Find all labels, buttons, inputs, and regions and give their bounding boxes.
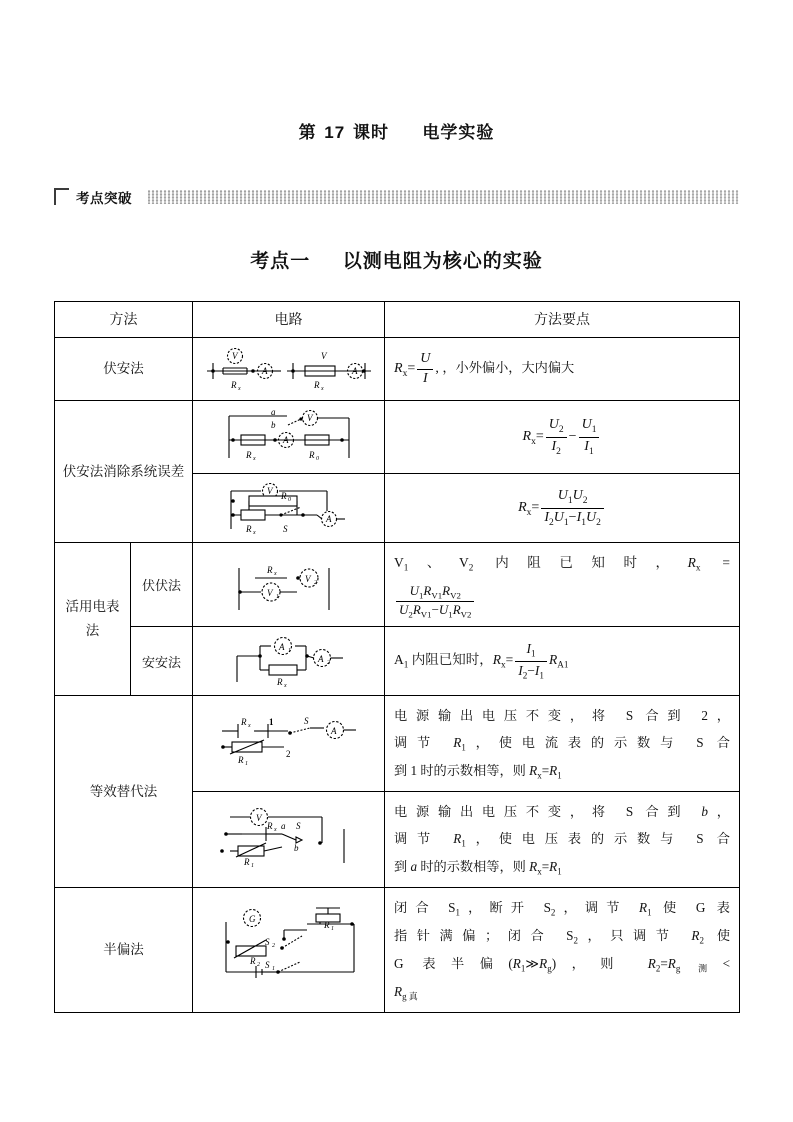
method-points: $R_x=$ $\frac{U}{I}$ , ，小外偏小，大内偏大 — [385, 338, 740, 401]
svg-text:x: x — [247, 722, 251, 729]
svg-text:A: A — [278, 642, 284, 653]
svg-text:b: b — [293, 842, 298, 853]
method-points: $V_1$、$V_2$ 内阻已知时，$R_x$ = $\frac{U_1R_{V1}R_{V2}}{U_2R_{V1}-U_1R_{V2}}$ — [385, 543, 740, 627]
svg-text:1: 1 — [268, 716, 273, 727]
svg-text:V: V — [231, 351, 237, 361]
svg-text:V: V — [266, 587, 272, 598]
svg-text:R: R — [313, 380, 319, 390]
svg-text:A: A — [261, 366, 267, 376]
svg-text:2: 2 — [271, 943, 275, 950]
svg-text:S: S — [303, 715, 308, 726]
section-title: 以测电阻为核心的实验 — [342, 251, 543, 272]
svg-text:S: S — [295, 820, 300, 831]
circuit-diagram-equivalent-substitution-a — [193, 696, 385, 792]
svg-text:R: R — [266, 564, 272, 575]
svg-text:1: 1 — [244, 760, 248, 767]
method-name: 活用电表法 — [55, 543, 131, 696]
col-header-circuit: 电路 — [193, 302, 385, 338]
svg-text:V: V — [255, 812, 261, 823]
circuit-diagram-half-deflection — [193, 888, 385, 1013]
col-header-method: 方法 — [55, 302, 193, 338]
banner-decorative-bar — [148, 190, 739, 204]
svg-text:0: 0 — [315, 456, 319, 462]
svg-text:2: 2 — [285, 748, 290, 759]
svg-text:R: R — [249, 956, 255, 967]
svg-text:S: S — [282, 524, 287, 534]
svg-text:1: 1 — [330, 926, 334, 933]
svg-text:x: x — [273, 570, 277, 577]
method-points: 闭合 $S_1$，断开 $S_2$，调节 $R_1$ 使 G 表 指针满偏；闭合 $S_2$，只调节 $R_2$ 使 G 表半偏$(R_1≫R_g)$，则 $R_2=R_{g 测}<$ $R_{g 真}$ — [385, 888, 740, 1013]
svg-text:R: R — [280, 491, 286, 501]
page-title — [54, 0, 739, 143]
table-row — [55, 338, 740, 401]
circuit-diagram-systematic-error-a — [193, 401, 385, 474]
sub-method-name: 伏伏法 — [131, 543, 193, 627]
method-points: $R_x=$ $\frac{U_2}{I_2}$ − $\frac{U_1}{I_1}$ — [385, 401, 740, 474]
svg-text:0: 0 — [287, 497, 291, 503]
svg-text:R: R — [245, 450, 251, 460]
table-row — [55, 888, 740, 1013]
svg-text:A: A — [317, 654, 323, 665]
svg-text:x: x — [320, 386, 324, 392]
svg-text:V: V — [320, 351, 326, 361]
svg-text:R: R — [237, 754, 243, 765]
svg-text:A: A — [330, 725, 336, 736]
lesson-unit: 课时 — [352, 123, 389, 142]
method-name: 半偏法 — [55, 888, 193, 1013]
methods-table — [54, 301, 740, 1013]
svg-text:b: b — [270, 420, 275, 430]
svg-text:R: R — [308, 450, 314, 460]
circuit-diagram-equivalent-substitution-b — [193, 792, 385, 888]
lesson-prefix: 第 — [298, 123, 317, 142]
svg-text:G: G — [248, 914, 255, 925]
svg-text:x: x — [252, 530, 256, 536]
table-row — [55, 627, 740, 696]
section-heading — [54, 246, 739, 273]
svg-text:2: 2 — [256, 962, 260, 969]
svg-text:x: x — [237, 386, 241, 392]
svg-text:A: A — [282, 435, 288, 445]
svg-text:1: 1 — [275, 593, 279, 600]
circuit-diagram-ammeter-voltmeter — [193, 338, 385, 401]
svg-text:1: 1 — [250, 862, 254, 869]
section-index-label: 考点一 — [250, 251, 311, 272]
svg-text:S: S — [264, 960, 269, 971]
method-points: $R_x=$ $\frac{U_1U_2}{I_2U_1-I_1U_2}$ — [385, 474, 740, 543]
svg-text:S: S — [264, 937, 269, 948]
method-points: 电源输出电压不变，将 S 合到 2， 调节 $R_1$，使电流表的示数与 S 合 到 1 时的示数相等，则 $R_x=R_1$ — [385, 696, 740, 792]
svg-text:R: R — [245, 524, 251, 534]
svg-text:x: x — [273, 826, 277, 833]
svg-text:2: 2 — [313, 579, 317, 586]
svg-text:R: R — [276, 677, 282, 688]
svg-text:R: R — [266, 820, 272, 831]
method-name: 伏安法 — [55, 338, 193, 401]
svg-text:A: A — [325, 514, 331, 524]
svg-text:V: V — [304, 573, 310, 584]
table-header-row — [55, 302, 740, 338]
method-points: $A_1$ 内阻已知时，$R_x=$ $\frac{I_1}{I_2-I_1}$ $R_{A1}$ — [385, 627, 740, 696]
lesson-title: 电学实验 — [422, 123, 495, 142]
svg-text:x: x — [252, 456, 256, 462]
svg-text:R: R — [230, 380, 236, 390]
svg-text:V: V — [306, 413, 312, 423]
svg-text:R: R — [240, 716, 246, 727]
method-points: 电源输出电压不变，将 S 合到 b， 调节 $R_1$，使电压表的示数与 S 合 到 a 时的示数相等，则 $R_x=R_1$ — [385, 792, 740, 888]
svg-text:a: a — [270, 407, 275, 417]
method-name: 等效替代法 — [55, 696, 193, 888]
svg-text:1: 1 — [271, 966, 275, 973]
corner-bracket-icon — [54, 188, 69, 205]
table-row — [55, 696, 740, 792]
circuit-diagram-two-voltmeters — [193, 543, 385, 627]
lesson-number: 17 — [324, 123, 346, 142]
method-name: 伏安法消除系统误差 — [55, 401, 193, 543]
svg-text:2: 2 — [326, 660, 330, 667]
svg-text:R: R — [323, 920, 329, 931]
sub-method-name: 安安法 — [131, 627, 193, 696]
svg-text:R: R — [243, 856, 249, 867]
circuit-diagram-systematic-error-b — [193, 474, 385, 543]
col-header-points: 方法要点 — [385, 302, 740, 338]
table-row — [55, 543, 740, 627]
svg-text:1: 1 — [287, 648, 291, 655]
svg-text:A: A — [351, 366, 357, 376]
circuit-diagram-two-ammeters — [193, 627, 385, 696]
points-tail-text: ，小外偏小，大内偏大 — [442, 360, 575, 376]
banner-label: 考点突破 — [76, 191, 132, 206]
svg-text:V: V — [266, 486, 272, 496]
svg-text:a: a — [280, 820, 285, 831]
section-banner — [54, 186, 739, 208]
table-row — [55, 401, 740, 474]
svg-text:x: x — [283, 683, 287, 690]
